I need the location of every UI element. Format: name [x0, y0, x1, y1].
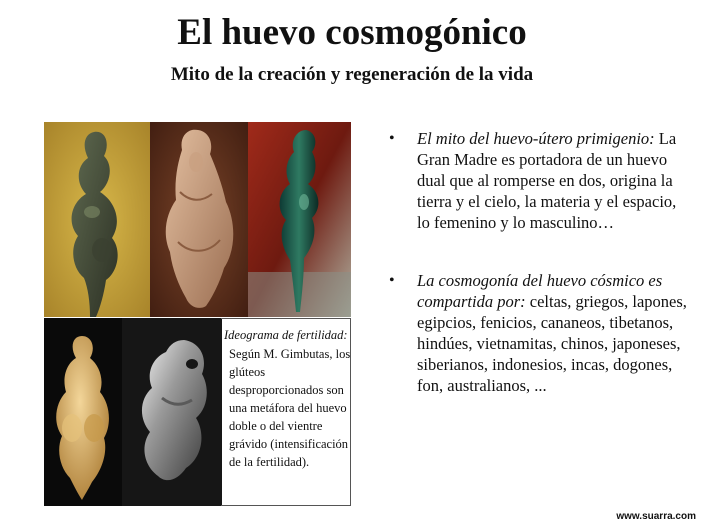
figurine-photo-green-stone	[248, 122, 351, 317]
bullet-marker: •	[389, 130, 395, 147]
bullet-lead: El mito del huevo-útero primigenio:	[417, 129, 655, 148]
bullet-marker: •	[389, 272, 395, 289]
caption-title: Ideograma de fertilidad:	[224, 328, 348, 342]
bullet-item-huevo-utero	[387, 128, 687, 233]
caption-body: Según M. Gimbutas, los glúteos desproporcionados son una metáfora del huevo doble o del vientre grávido (intensificación de la fertilidad).	[229, 347, 351, 469]
caption-ideograma	[224, 326, 352, 471]
bullet-text: celtas, griegos, lapones, egipcios, fenicios, cananeos, tibetanos, hindúes, vietnamitas, chinos, japoneses, siberianos, indonesios, incas, dogones, fon, australianos, ...	[417, 292, 687, 395]
slide-title: El huevo cosmogónico	[177, 12, 527, 53]
figurine-photo-ivory	[44, 318, 122, 506]
bullet-text: La Gran Madre es portadora de un huevo dual que al romperse en dos, origina la tierra y el cielo, la materia y el espacio, lo femenino y lo masculino…	[417, 129, 677, 232]
figurine-photo-stone	[44, 122, 150, 317]
bullet-item-cosmogonia	[387, 270, 687, 396]
bullet-lead: La cosmogonía del huevo cósmico es compartida por:	[417, 271, 663, 311]
slide-subtitle: Mito de la creación y regeneración de la vida	[170, 64, 534, 85]
bullet-list	[387, 128, 687, 396]
figurine-photo-metallic	[122, 318, 222, 506]
footer-website: www.suarra.com	[616, 511, 696, 522]
figurine-photo-terracotta	[150, 122, 248, 317]
